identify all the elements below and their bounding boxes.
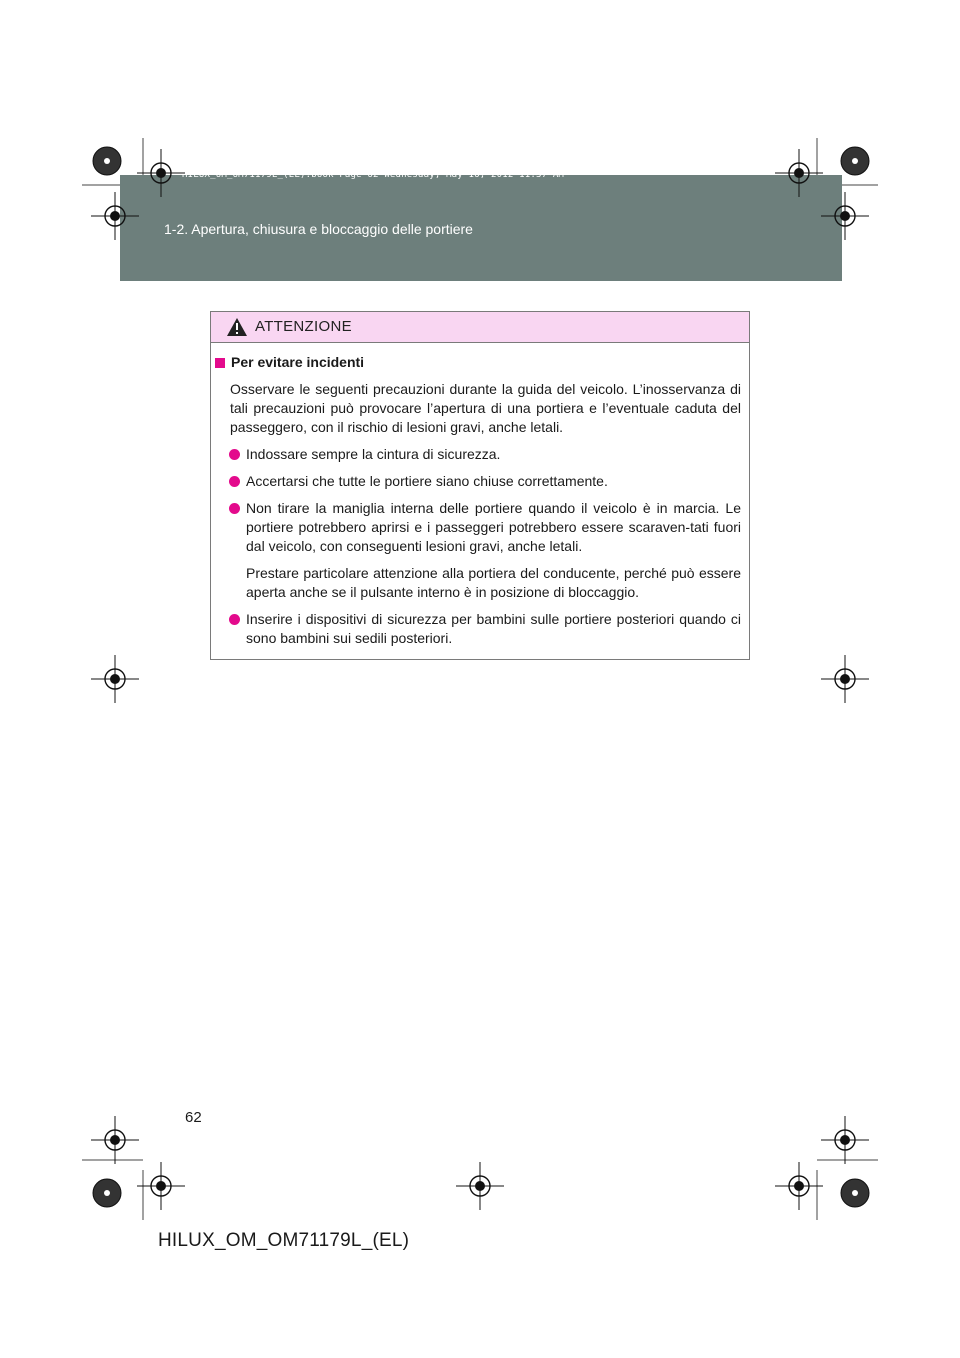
square-bullet-icon bbox=[215, 358, 225, 368]
book-info-line: HILUX_OM_OM71179L_(EL).book Page 62 Wednesday, May 16, 2012 11:37 AM bbox=[182, 170, 565, 180]
list-item-extra-text: Prestare particolare attenzione alla portiera del conducente, perché può essere aperta anche se il pulsante interno è in posizione di bloccaggio. bbox=[246, 565, 741, 600]
intro-paragraph: Osservare le seguenti precauzioni durante la guida del veicolo. L’inosservanza di tali precauzioni può provocare l’apertura di una portiera e l’eventuale caduta del passeggero, con il rischio di lesioni gravi, anche letali. bbox=[230, 381, 741, 435]
circle-bullet-icon bbox=[229, 449, 240, 460]
crosshair-mark bbox=[456, 1162, 504, 1210]
warning-box bbox=[210, 311, 750, 660]
warning-header bbox=[211, 312, 749, 343]
list-item bbox=[229, 499, 741, 602]
crosshair-mark bbox=[91, 1116, 139, 1164]
starburst-mark-top-left bbox=[93, 147, 121, 175]
crosshair-mark bbox=[137, 149, 185, 197]
crosshair-mark bbox=[91, 655, 139, 703]
warning-body bbox=[211, 343, 749, 648]
section-heading-text: Per evitare incidenti bbox=[231, 354, 365, 370]
crosshair-mark bbox=[821, 655, 869, 703]
list-item bbox=[229, 472, 741, 491]
list-item-text: Inserire i dispositivi di sicurezza per bambini sulle portiere posteriori quando ci sono bambini sui sedili posteriori. bbox=[246, 611, 741, 646]
crosshair-mark bbox=[775, 1162, 823, 1210]
page-number: 62 bbox=[185, 1109, 202, 1126]
circle-bullet-icon bbox=[229, 614, 240, 625]
starburst-mark-top-right bbox=[841, 147, 869, 175]
circle-bullet-icon bbox=[229, 476, 240, 487]
starburst-mark-bottom-right bbox=[841, 1179, 869, 1207]
section-title: 1-2. Apertura, chiusura e bloccaggio delle portiere bbox=[164, 221, 473, 237]
crosshair-mark bbox=[137, 1162, 185, 1210]
section-heading bbox=[215, 353, 741, 372]
crosshair-mark bbox=[821, 192, 869, 240]
crosshair-mark bbox=[821, 1116, 869, 1164]
footer-document-code: HILUX_OM_OM71179L_(EL) bbox=[158, 1230, 410, 1251]
list-item-text: Indossare sempre la cintura di sicurezza. bbox=[246, 446, 501, 462]
warning-triangle-icon bbox=[226, 317, 248, 337]
crosshair-mark bbox=[91, 192, 139, 240]
list-item bbox=[229, 610, 741, 648]
list-item-text: Non tirare la maniglia interna delle portiere quando il veicolo è in marcia. Le portiere potrebbero aprirsi e i passeggeri potrebbero essere scaraven-tati fuori dal veicolo, con conseguenti lesioni gravi, anche letali. bbox=[246, 500, 741, 554]
crosshair-mark bbox=[775, 149, 823, 197]
starburst-mark-bottom-left bbox=[93, 1179, 121, 1207]
list-item-text: Accertarsi che tutte le portiere siano chiuse correttamente. bbox=[246, 473, 608, 489]
warning-title: ATTENZIONE bbox=[255, 318, 352, 335]
list-item bbox=[229, 445, 741, 464]
circle-bullet-icon bbox=[229, 503, 240, 514]
